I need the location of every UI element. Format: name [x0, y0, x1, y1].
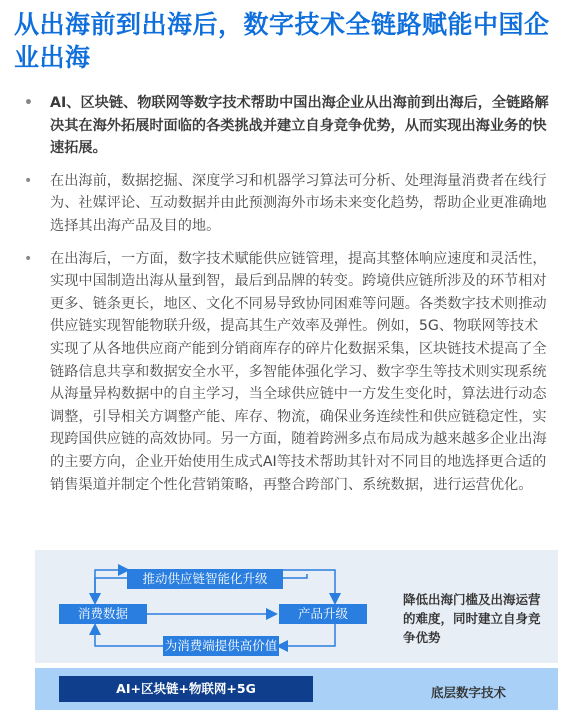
- bullet-text: AI、区块链、物联网等数字技术帮助中国出海企业从出海前到出海后，全链路解决其在海外拓展时面临的各类挑战并建立自身竞争优势，从而实现出海业务的快速拓展。: [50, 95, 549, 157]
- bullet-list: [24, 92, 550, 506]
- bullet-item: [24, 170, 550, 238]
- bullet-dot-icon: •: [24, 172, 33, 189]
- bullet-text: 在出海前，数据挖掘、深度学习和机器学习算法可分析、处理海量消费者在线行为、社媒评论、互动数据并由此预测海外市场未来变化趋势，帮助企业更准确地选择其出海产品及目的地。: [50, 172, 547, 234]
- bullet-dot-icon: •: [24, 95, 33, 111]
- diagram-side-text: 降低出海门槛及出海运营的难度，同时建立自身竞争优势: [403, 592, 541, 645]
- bullet-item: [24, 248, 550, 497]
- consumer-data-box: 消费数据: [59, 604, 147, 624]
- bullet-dot-icon: •: [24, 250, 33, 267]
- page-title: 从出海前到出海后，数字技术全链路赋能中国企业出海: [14, 10, 550, 72]
- flow-diagram: [35, 550, 558, 714]
- tech-label: 底层数字技术: [431, 685, 507, 700]
- product-upgrade-box: 产品升级: [279, 604, 367, 624]
- bullet-item: [24, 92, 550, 160]
- consumer-value-box: 为消费端提供高价值: [163, 636, 279, 656]
- bullet-text: 在出海后，一方面，数字技术赋能供应链管理，提高其整体响应速度和灵活性，实现中国制造出海从量到智，最后到品牌的转变。跨境供应链所涉及的环节相对更多、链条更长，地区、文化不同易导致协同困难等问题。各类数字技术则推动供应链实现智能物联升级，提高其生产效率及弹性。例如，5G、物联网等技术实现了从各地供应商产能到分销商库存的碎片化数据采集，区块链技术提高了全链路信息共享和数据安全水平，多智能体强化学习、数字孪生等技术则实现系统从海量异构数据中的自主学习，当全球供应链中一方发生变化时，算法进行动态调整，引导相关方调整产能、库存、物流，确保业务连续性和供应链稳定性，实现跨国供应链的高效协同。另一方面，随着跨洲多点布局成为越来越多企业出海的主要方向，企业开始使用生成式AI等技术帮助其针对不同目的地选择更合适的销售渠道并制定个性化营销策略，再整合跨部门、系统数据，进行运营优化。: [50, 250, 547, 493]
- supply-chain-upgrade-box: 推动供应链智能化升级: [127, 569, 283, 589]
- tech-stack-bar: AI+区块链+物联网+5G: [59, 676, 313, 702]
